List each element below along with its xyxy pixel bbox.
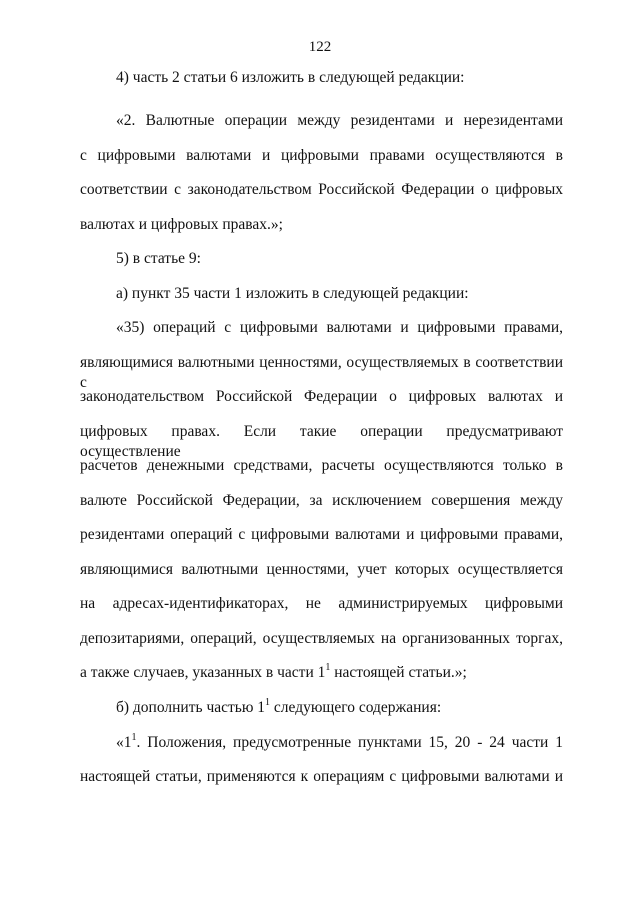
paragraph-line: настоящей статьи, применяются к операциям с цифровыми валютами и (80, 768, 563, 785)
paragraph-line: являющимися валютными ценностями, осуществляемых в соответствии с (80, 354, 563, 391)
paragraph-line: 5) в статье 9: (116, 250, 201, 267)
paragraph-line: расчетов денежными средствами, расчеты осуществляются только в (80, 457, 563, 474)
paragraph-line: депозитариями, операций, осуществляемых на организованных торгах, (80, 630, 563, 647)
paragraph-line: соответствии с законодательством Российской Федерации о цифровых (80, 181, 563, 198)
paragraph-line: на адресах-идентификаторах, не администрируемых цифровыми (80, 595, 563, 612)
paragraph-line: резидентами операций с цифровыми валютами и цифровыми правами, (80, 526, 563, 543)
superscript: 1 (131, 731, 137, 743)
paragraph-line: валюте Российской Федерации, за исключением совершения между (80, 492, 563, 509)
paragraph-line: б) дополнить частью $1^1$ следующего содержания: (116, 696, 442, 716)
paragraph-line: цифровых правах. Если такие операции предусматривают осуществление (80, 423, 563, 460)
paragraph-line: «2. Валютные операции между резидентами и нерезидентами (116, 112, 563, 129)
paragraph-line: а также случаев, указанных в части $1^1$ настоящей статьи.»; (80, 661, 467, 681)
paragraph-line: «$1^1$. Положения, предусмотренные пунктами 15, 20 - 24 части 1 (116, 731, 563, 751)
paragraph-line: валютах и цифровых правах.»; (80, 216, 283, 233)
paragraph-line: «35) операций с цифровыми валютами и цифровыми правами, (116, 319, 563, 336)
page-number: 122 (308, 39, 332, 55)
paragraph-line: являющимися валютными ценностями, учет которых осуществляется (80, 561, 563, 578)
paragraph-line: а) пункт 35 части 1 изложить в следующей редакции: (116, 285, 469, 302)
paragraph-line: законодательством Российской Федерации о цифровых валютах и (80, 388, 563, 405)
superscript: 1 (325, 661, 331, 673)
paragraph-line: 4) часть 2 статьи 6 изложить в следующей редакции: (116, 69, 465, 86)
superscript: 1 (265, 696, 271, 708)
paragraph-line: с цифровыми валютами и цифровыми правами осуществляются в (80, 147, 563, 164)
